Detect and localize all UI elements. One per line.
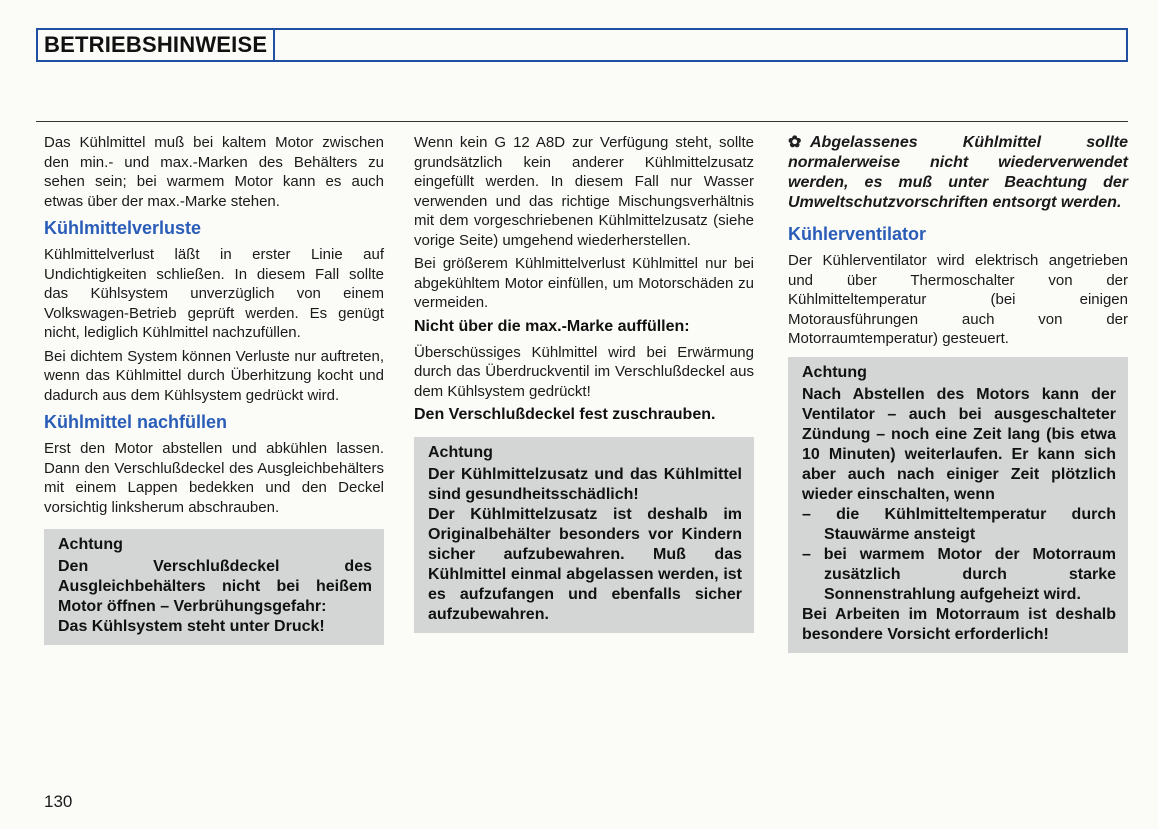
refill-paragraph: Erst den Motor abstellen und abkühlen lassen. Dann den Verschlußdeckel des Ausgleichbehälters mit einem Lappen bedekken und den Deckel vorsichtig linksherum abschrauben.	[44, 440, 384, 516]
warning-box-toxic	[414, 437, 754, 633]
header-rule	[36, 121, 1128, 122]
loss-paragraph-1: Kühlmittelverlust läßt in erster Linie auf Undichtigkeiten schließen. In diesem Fall sollte das Kühlsystem unverzüglich von einem Volkswagen-Betrieb geprüft werden. Es genügt nicht, lediglich Kühlmittel nachzufüllen.	[44, 246, 384, 341]
warning-text: Bei Arbeiten im Motorraum ist deshalb besondere Vorsicht erforderlich!	[802, 605, 1116, 643]
heading-radiator-fan: Kühlerventilator	[788, 224, 927, 244]
column-2	[414, 133, 754, 633]
heading-coolant-loss: Kühlmittelverluste	[44, 218, 202, 238]
warning-text: Das Kühlsystem steht unter Druck!	[58, 618, 325, 635]
warning-box-cap	[44, 529, 384, 645]
warning-text: Der Kühlmittelzusatz und das Kühlmittel sind gesundheitsschädlich!	[428, 466, 742, 503]
section-title: BETRIEBSHINWEISE	[38, 30, 275, 60]
warning-text: Nach Abstellen des Motors kann der Ventilator – auch bei ausgeschalteter Zündung – noch eine Zeit lang (bis etwa 10 Minuten) weiterlaufen. Er kann sich aber auch nach einiger Zeit plötzlich wieder einschalten, wenn	[802, 385, 1116, 503]
warning-text: Den Verschlußdeckel des Ausgleichbehälters nicht bei heißem Motor öffnen – Verbrühungsgefahr:	[58, 558, 372, 615]
warning-title: Achtung	[428, 444, 493, 461]
warning-title: Achtung	[58, 536, 123, 553]
environment-note	[788, 133, 1128, 213]
column-3	[788, 133, 1128, 653]
page-number: 130	[44, 792, 73, 811]
warning-title: Achtung	[802, 363, 867, 381]
warning-list-item: – bei warmem Motor der Motorraum zusätzlich durch starke Sonnenstrahlung aufgeheizt wird.	[802, 545, 1116, 603]
refill-cold-paragraph: Bei größerem Kühlmittelverlust Kühlmittel nur bei abgekühltem Motor einfüllen, um Motorschäden zu vermeiden.	[414, 255, 754, 311]
column-1	[44, 133, 384, 645]
additive-paragraph: Wenn kein G 12 A8D zur Verfügung steht, sollte grundsätzlich kein anderer Kühlmittelzusatz eingefüllt werden. In diesem Fall nur Wasser verwenden und das richtige Mischungsverhältnis mit dem vorgeschriebenen Kühlmittelzusatz (siehe vorige Seite) umgehend wiederherstellen.	[414, 134, 754, 249]
overflow-paragraph: Überschüssiges Kühlmittel wird bei Erwärmung durch das Überdruckventil im Verschlußdeckel aus dem Kühlsystem gedrückt!	[414, 343, 754, 400]
heading-coolant-refill: Kühlmittel nachfüllen	[44, 412, 228, 432]
environment-note-text: Abgelassenes Kühlmittel sollte normalerweise nicht wiederverwendet werden, es muß unter Beachtung der Umweltschutzvorschriften entsorgt werden.	[788, 134, 1128, 211]
warning-text: Der Kühlmittelzusatz ist deshalb im Originalbehälter besonders vor Kindern sicher aufzubewahren. Muß das Kühlmittel einmal abgelassen werden, ist es aufzufangen und ebenfalls sicher aufzubewahren.	[428, 506, 742, 623]
warning-list-item: – die Kühlmitteltemperatur durch Stauwärme ansteigt	[802, 505, 1116, 543]
intro-paragraph: Das Kühlmittel muß bei kaltem Motor zwischen den min.- und max.-Marken des Behälters zu sehen sein; bei warmem Motor kann es auch etwas über der max.-Marke stehen.	[44, 134, 384, 210]
loss-paragraph-2: Bei dichtem System können Verluste nur auftreten, wenn das Kühlmittel durch Überhitzung kocht und dadurch aus dem Kühlsystem gedrückt wird.	[44, 347, 384, 404]
heading-max-mark: Nicht über die max.-Marke auffüllen:	[414, 317, 690, 335]
warning-box-fan	[788, 357, 1128, 653]
heading-tighten-cap: Den Verschlußdeckel fest zuschrauben.	[414, 406, 716, 423]
recycle-flower-icon: ✿	[788, 134, 802, 151]
fan-paragraph: Der Kühlerventilator wird elektrisch angetrieben und über Thermoschalter von der Kühlmitteltemperatur (bei einigen Motorausführungen auch von der Motorraumtemperatur) gesteuert.	[788, 252, 1128, 347]
section-header	[36, 28, 1128, 62]
